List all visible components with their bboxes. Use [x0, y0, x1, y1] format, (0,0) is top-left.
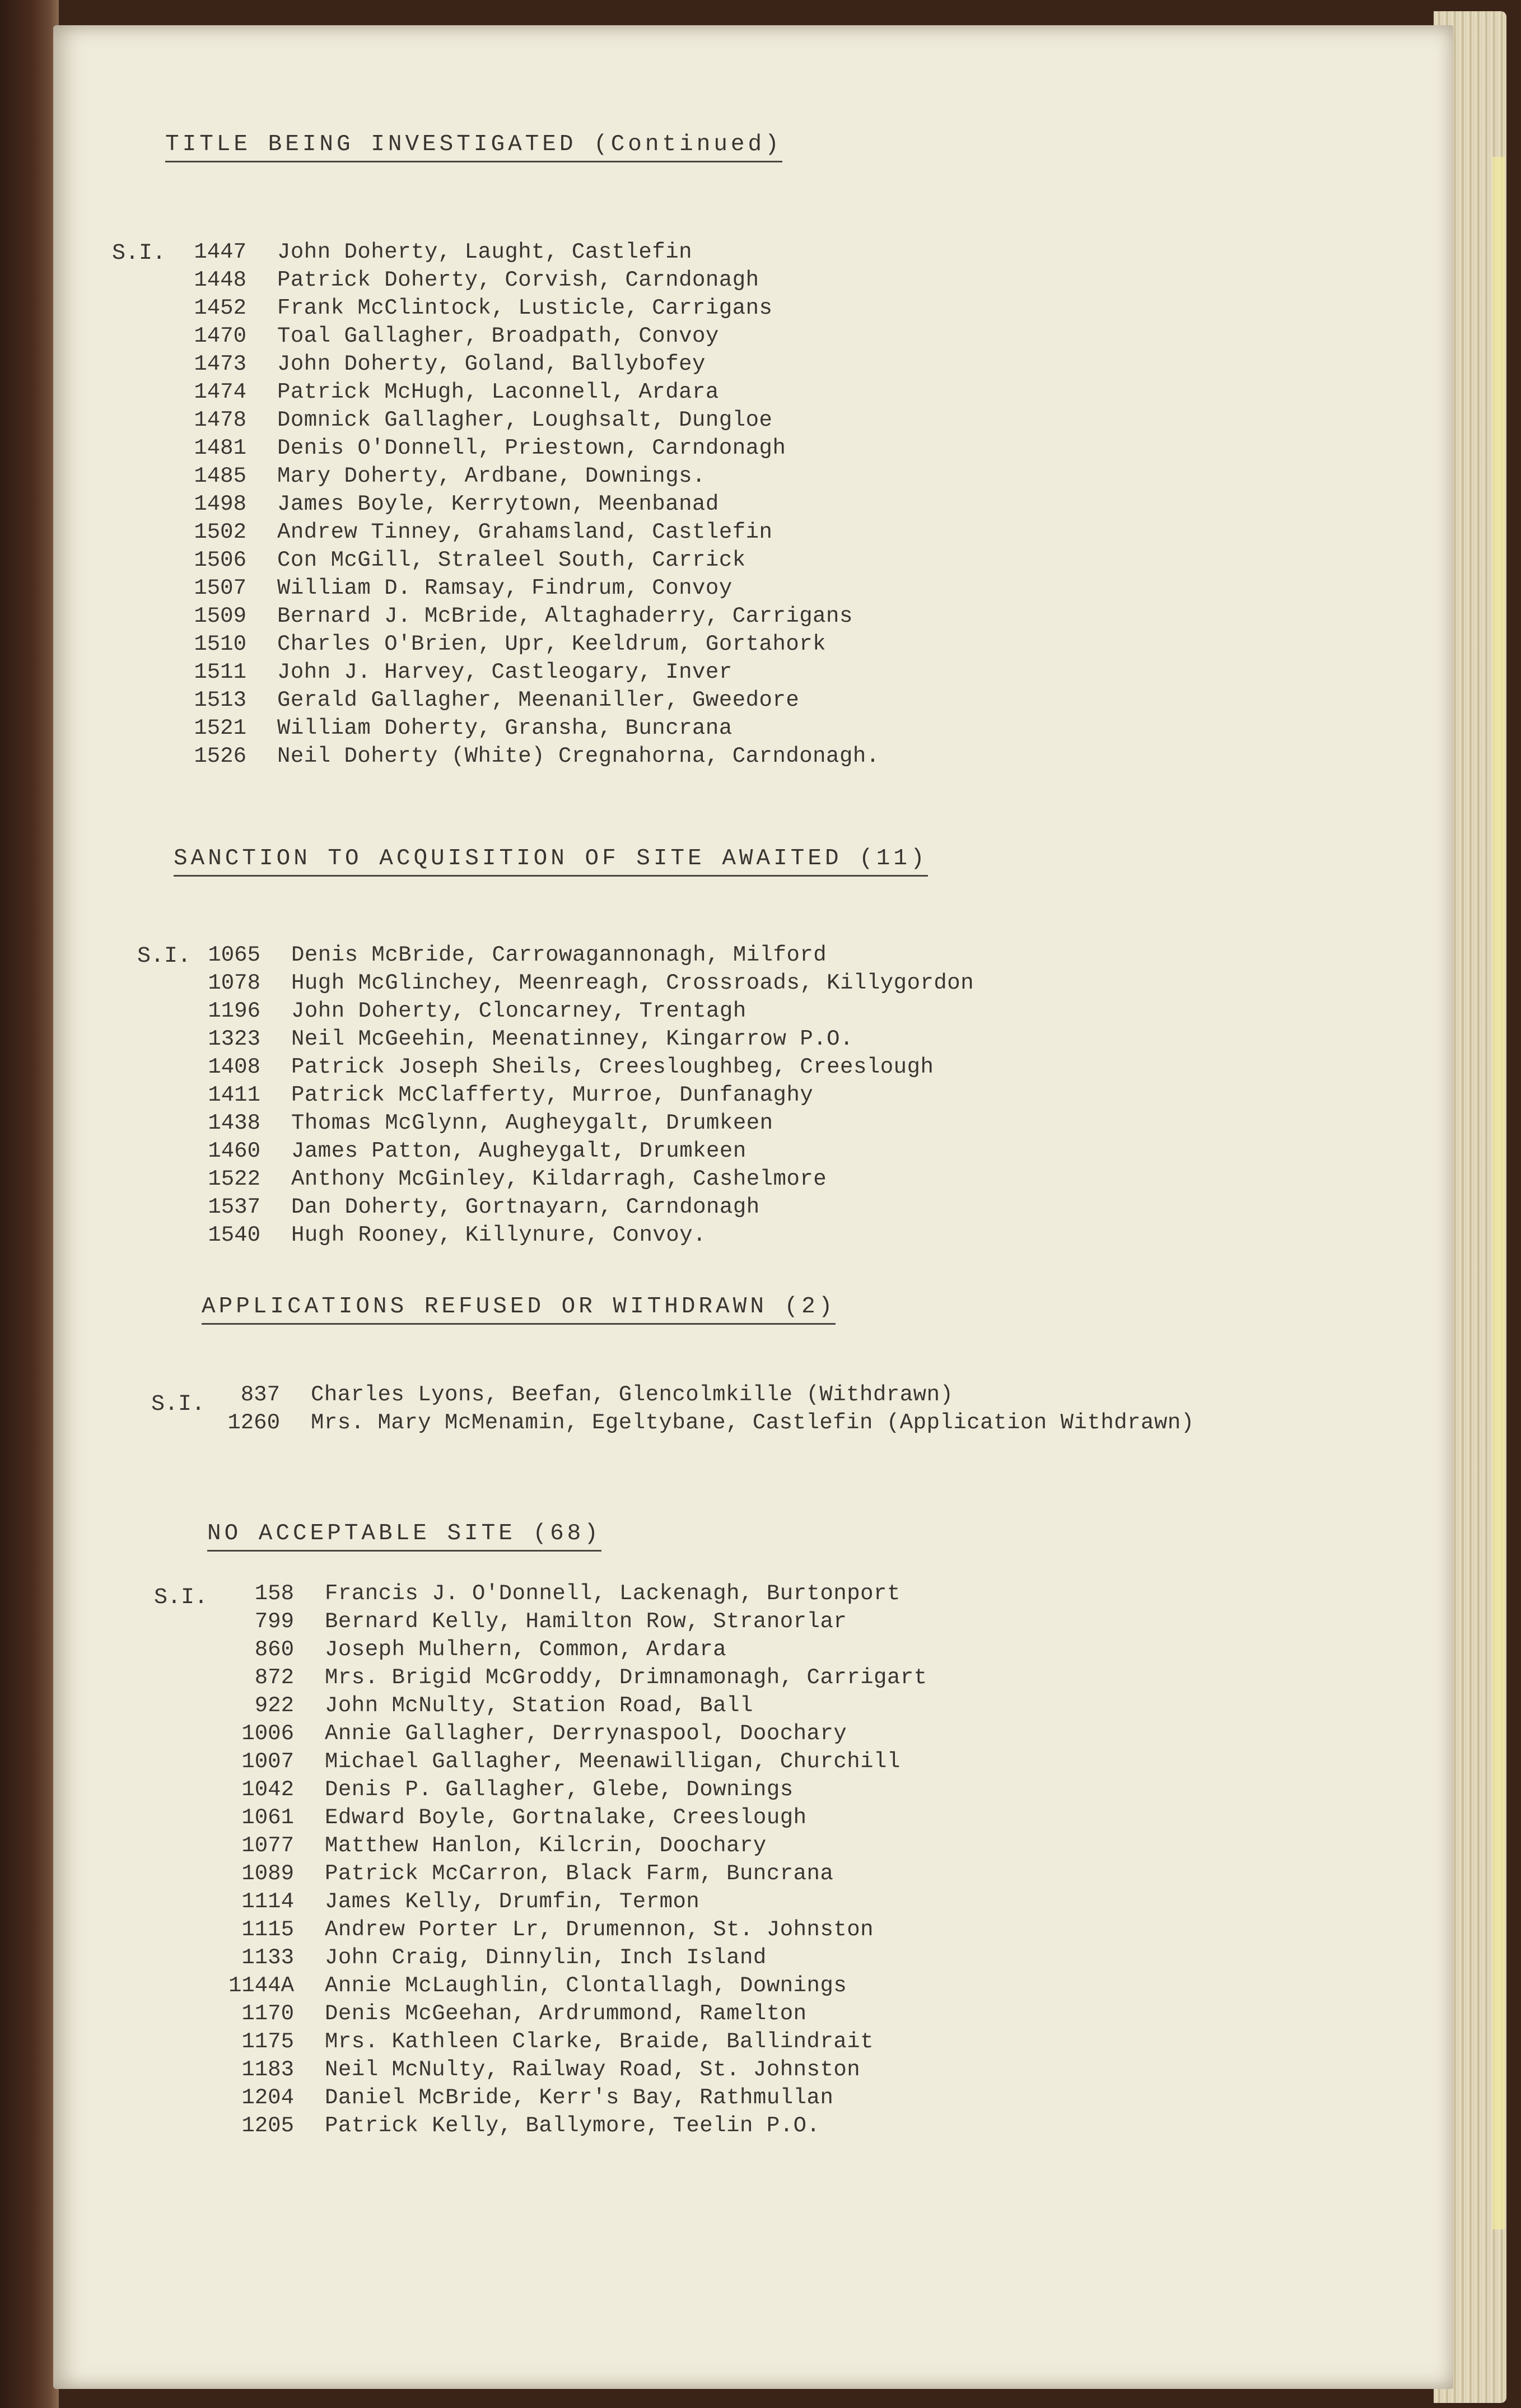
- entry-number: 922: [254, 1693, 294, 1718]
- entry-text: Hugh McGlinchey, Meenreagh, Crossroads, Killygordon: [291, 971, 974, 995]
- entry-number: 1183: [241, 2057, 294, 2082]
- si-label: S.I.: [151, 1392, 206, 1417]
- entry-text: Michael Gallagher, Meenawilligan, Churchill: [325, 1749, 901, 1774]
- entry-text: Annie Gallagher, Derrynaspool, Doochary: [325, 1721, 847, 1746]
- book-cover-edge: [0, 0, 59, 2408]
- list-item: [202, 1944, 927, 1972]
- entry-number: 1438: [208, 1111, 260, 1135]
- entry-text: John Craig, Dinnylin, Inch Island: [325, 1945, 767, 1970]
- si-label: S.I.: [137, 944, 192, 969]
- list-item: [202, 1804, 927, 1832]
- entry-number: 872: [254, 1665, 294, 1690]
- entry-number: 1526: [194, 744, 246, 768]
- entry-text: Francis J. O'Donnell, Lackenagh, Burtonport: [325, 1581, 901, 1606]
- list-item: [154, 658, 880, 686]
- entry-number: 1077: [241, 1833, 294, 1858]
- entry-number: 1196: [208, 999, 260, 1023]
- entry-text: Patrick Doherty, Corvish, Carndonagh: [277, 268, 759, 292]
- entry-number: 1133: [241, 1945, 294, 1970]
- list-item: [154, 714, 880, 742]
- entry-number: 860: [254, 1637, 294, 1662]
- entry-number: 1509: [194, 604, 246, 628]
- entry-text: Patrick McHugh, Laconnell, Ardara: [277, 380, 719, 404]
- list-item: [154, 378, 880, 406]
- entry-list-sanction-awaited: [168, 941, 974, 1249]
- entry-text: John Doherty, Goland, Ballybofey: [277, 352, 706, 376]
- entry-text: Toal Gallagher, Broadpath, Convoy: [277, 324, 719, 348]
- entry-number: 1452: [194, 296, 246, 320]
- list-item: [168, 997, 974, 1025]
- entry-text: Bernard Kelly, Hamilton Row, Stranorlar: [325, 1609, 847, 1634]
- entry-text: Charles Lyons, Beefan, Glencolmkille (Withdrawn): [311, 1382, 954, 1407]
- entry-list-no-acceptable-site: [202, 1580, 927, 2140]
- entry-number: 1065: [208, 943, 260, 967]
- list-item: [202, 1608, 927, 1636]
- entry-number: 1205: [241, 2113, 294, 2138]
- entry-text: Patrick McClafferty, Murroe, Dunfanaghy: [291, 1083, 814, 1107]
- entry-text: James Kelly, Drumfin, Termon: [325, 1889, 700, 1914]
- list-item: [168, 1165, 974, 1193]
- list-item: [202, 1832, 927, 1860]
- entry-text: Mrs. Brigid McGroddy, Drimnamonagh, Carrigart: [325, 1665, 927, 1690]
- entry-number: 1448: [194, 268, 246, 292]
- list-item: [168, 1193, 974, 1221]
- list-item: [168, 1137, 974, 1165]
- list-item: [154, 686, 880, 714]
- entry-text: Neil McGeehin, Meenatinney, Kingarrow P.O.: [291, 1027, 853, 1051]
- entry-number: 1485: [194, 464, 246, 488]
- entry-number: 1260: [227, 1410, 280, 1435]
- list-item: [154, 434, 880, 462]
- entry-number: 1042: [241, 1777, 294, 1802]
- entry-number: 1204: [241, 2085, 294, 2110]
- entry-text: Con McGill, Straleel South, Carrick: [277, 548, 746, 572]
- entry-number: 1078: [208, 971, 260, 995]
- entry-text: James Patton, Augheygalt, Drumkeen: [291, 1139, 746, 1163]
- entry-text: Charles O'Brien, Upr, Keeldrum, Gortahork: [277, 632, 827, 656]
- entry-text: Gerald Gallagher, Meenaniller, Gweedore: [277, 688, 800, 712]
- entry-number: 1510: [194, 632, 246, 656]
- list-item: [154, 294, 880, 322]
- entry-number: 1114: [241, 1889, 294, 1914]
- entry-number: 1473: [194, 352, 246, 376]
- list-item: [202, 2056, 927, 2084]
- entry-number: 1506: [194, 548, 246, 572]
- entry-text: William Doherty, Gransha, Buncrana: [277, 716, 732, 740]
- entry-text: Thomas McGlynn, Augheygalt, Drumkeen: [291, 1111, 773, 1135]
- list-item: [168, 1221, 974, 1249]
- entry-number: 158: [254, 1581, 294, 1606]
- list-item: [202, 2028, 927, 2056]
- entry-list-refused-withdrawn: [188, 1381, 1195, 1437]
- entry-number: 1007: [241, 1749, 294, 1774]
- entry-text: John Doherty, Laught, Castlefin: [277, 240, 693, 264]
- entry-number: 1175: [241, 2029, 294, 2054]
- list-item: [202, 1580, 927, 1608]
- entry-text: Denis P. Gallagher, Glebe, Downings: [325, 1777, 794, 1802]
- list-item: [202, 2084, 927, 2112]
- entry-number: 1513: [194, 688, 246, 712]
- entry-text: Mary Doherty, Ardbane, Downings.: [277, 464, 706, 488]
- entry-number: 1522: [208, 1167, 260, 1191]
- section-heading-title-investigated: TITLE BEING INVESTIGATED (Continued): [165, 132, 782, 162]
- entry-text: Mrs. Mary McMenamin, Egeltybane, Castlefin (Application Withdrawn): [311, 1410, 1195, 1435]
- entry-number: 1408: [208, 1055, 260, 1079]
- entry-text: Andrew Porter Lr, Drumennon, St. Johnston: [325, 1917, 874, 1942]
- entry-text: Patrick McCarron, Black Farm, Buncrana: [325, 1861, 834, 1886]
- entry-number: 1470: [194, 324, 246, 348]
- entry-list-title-investigated: [154, 238, 880, 770]
- list-item: [154, 546, 880, 574]
- list-item: [202, 1692, 927, 1720]
- list-item: [202, 1664, 927, 1692]
- entry-number: 1540: [208, 1223, 260, 1247]
- entry-number: 1089: [241, 1861, 294, 1886]
- document-page: [53, 25, 1453, 2389]
- entry-number: 1170: [241, 2001, 294, 2026]
- list-item: [154, 350, 880, 378]
- entry-text: Neil McNulty, Railway Road, St. Johnston: [325, 2057, 861, 2082]
- entry-text: Dan Doherty, Gortnayarn, Carndonagh: [291, 1195, 760, 1219]
- entry-number: 1411: [208, 1083, 260, 1107]
- list-item: [168, 1053, 974, 1081]
- list-item: [202, 2000, 927, 2028]
- entry-number: 1323: [208, 1027, 260, 1051]
- entry-text: Patrick Kelly, Ballymore, Teelin P.O.: [325, 2113, 820, 2138]
- section-heading-sanction-awaited: SANCTION TO ACQUISITION OF SITE AWAITED (11): [174, 846, 928, 877]
- entry-number: 1061: [241, 1805, 294, 1830]
- entry-number: 1521: [194, 716, 246, 740]
- list-item: [154, 574, 880, 602]
- entry-text: Denis O'Donnell, Priestown, Carndonagh: [277, 436, 786, 460]
- entry-number: 1507: [194, 576, 246, 600]
- entry-text: William D. Ramsay, Findrum, Convoy: [277, 576, 732, 600]
- entry-text: Patrick Joseph Sheils, Creesloughbeg, Creeslough: [291, 1055, 934, 1079]
- entry-number: 1511: [194, 660, 246, 684]
- yellow-page-tab: [1492, 157, 1505, 2229]
- list-item: [154, 602, 880, 630]
- entry-text: John McNulty, Station Road, Ball: [325, 1693, 753, 1718]
- entry-text: Anthony McGinley, Kildarragh, Cashelmore: [291, 1167, 827, 1191]
- entry-text: Andrew Tinney, Grahamsland, Castlefin: [277, 520, 773, 544]
- list-item: [188, 1409, 1195, 1437]
- entry-number: 1481: [194, 436, 246, 460]
- si-label: S.I.: [154, 1585, 208, 1610]
- entry-number: 1460: [208, 1139, 260, 1163]
- entry-number: 1498: [194, 492, 246, 516]
- list-item: [202, 1916, 927, 1944]
- list-item: [202, 1860, 927, 1888]
- si-label: S.I.: [112, 241, 166, 266]
- entry-text: Joseph Mulhern, Common, Ardara: [325, 1637, 727, 1662]
- entry-text: Bernard J. McBride, Altaghaderry, Carrigans: [277, 604, 853, 628]
- list-item: [202, 2112, 927, 2140]
- list-item: [154, 238, 880, 266]
- list-item: [154, 630, 880, 658]
- entry-number: 1502: [194, 520, 246, 544]
- list-item: [154, 518, 880, 546]
- entry-text: Matthew Hanlon, Kilcrin, Doochary: [325, 1833, 767, 1858]
- list-item: [202, 1636, 927, 1664]
- list-item: [202, 1748, 927, 1776]
- entry-number: 1474: [194, 380, 246, 404]
- list-item: [154, 266, 880, 294]
- entry-text: Frank McClintock, Lusticle, Carrigans: [277, 296, 773, 320]
- list-item: [154, 742, 880, 770]
- entry-number: 837: [240, 1382, 280, 1407]
- list-item: [154, 490, 880, 518]
- entry-text: John Doherty, Cloncarney, Trentagh: [291, 999, 746, 1023]
- entry-text: Domnick Gallagher, Loughsalt, Dungloe: [277, 408, 773, 432]
- entry-text: Mrs. Kathleen Clarke, Braide, Ballindrait: [325, 2029, 874, 2054]
- section-heading-no-acceptable-site: NO ACCEPTABLE SITE (68): [207, 1521, 601, 1552]
- entry-text: John J. Harvey, Castleogary, Inver: [277, 660, 732, 684]
- entry-text: Edward Boyle, Gortnalake, Creeslough: [325, 1805, 807, 1830]
- list-item: [202, 1972, 927, 2000]
- list-item: [154, 406, 880, 434]
- list-item: [168, 969, 974, 997]
- entry-text: James Boyle, Kerrytown, Meenbanad: [277, 492, 719, 516]
- section-heading-refused-withdrawn: APPLICATIONS REFUSED OR WITHDRAWN (2): [202, 1294, 836, 1325]
- entry-number: 1447: [194, 240, 246, 264]
- list-item: [168, 1109, 974, 1137]
- list-item: [202, 1776, 927, 1804]
- entry-text: Hugh Rooney, Killynure, Convoy.: [291, 1223, 707, 1247]
- entry-number: 1115: [241, 1917, 294, 1942]
- list-item: [154, 462, 880, 490]
- list-item: [202, 1888, 927, 1916]
- list-item: [154, 322, 880, 350]
- entry-text: Denis McGeehan, Ardrummond, Ramelton: [325, 2001, 807, 2026]
- entry-number: 1144A: [228, 1973, 294, 1998]
- list-item: [168, 1081, 974, 1109]
- list-item: [188, 1381, 1195, 1409]
- entry-text: Denis McBride, Carrowagannonagh, Milford: [291, 943, 827, 967]
- entry-number: 1478: [194, 408, 246, 432]
- entry-number: 1537: [208, 1195, 260, 1219]
- list-item: [168, 941, 974, 969]
- entry-text: Annie McLaughlin, Clontallagh, Downings: [325, 1973, 847, 1998]
- entry-number: 1006: [241, 1721, 294, 1746]
- list-item: [202, 1720, 927, 1748]
- entry-text: Daniel McBride, Kerr's Bay, Rathmullan: [325, 2085, 834, 2110]
- entry-text: Neil Doherty (White) Cregnahorna, Carndonagh.: [277, 744, 880, 768]
- list-item: [168, 1025, 974, 1053]
- entry-number: 799: [254, 1609, 294, 1634]
